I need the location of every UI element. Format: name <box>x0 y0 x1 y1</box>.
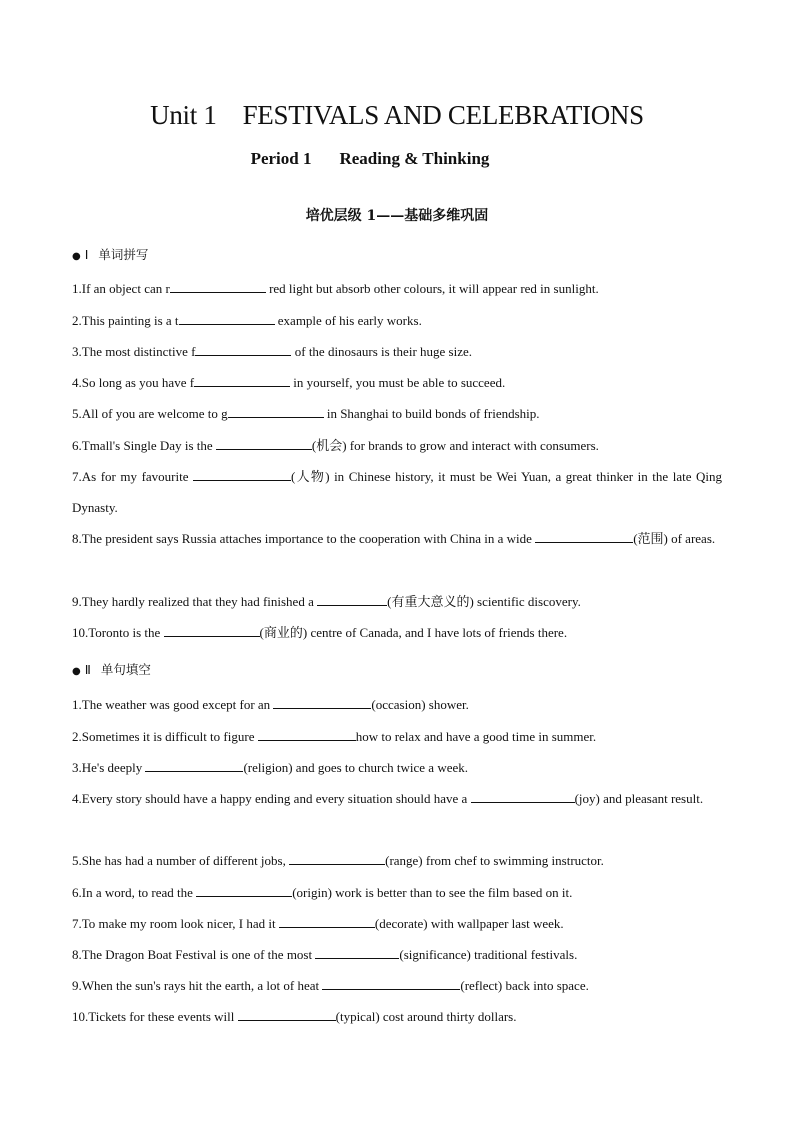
question-item: 9.When the sun's rays hit the earth, a lot of heat (reflect) back into space. <box>72 978 589 993</box>
answer-blank[interactable] <box>322 977 460 990</box>
answer-blank[interactable] <box>238 1008 336 1021</box>
answer-blank[interactable] <box>535 530 633 543</box>
answer-blank[interactable] <box>289 852 385 865</box>
answer-blank[interactable] <box>471 790 575 803</box>
question-item: 2.This painting is a t example of his early works. <box>72 313 422 328</box>
question-item: 2.Sometimes it is difficult to figure how to relax and have a good time in summer. <box>72 729 597 744</box>
question-item: 5.She has had a number of different jobs, (range) from chef to swimming instructor. <box>72 853 604 868</box>
section-2-heading <box>72 660 151 678</box>
level-heading: 培优层级 1——基础多维巩固 <box>305 208 489 224</box>
bullet-icon: ● <box>72 251 81 262</box>
question-item: 5.All of you are welcome to g in Shanghai to build bonds of friendship. <box>72 406 540 421</box>
question-item: 6.In a word, to read the (origin) work is better than to see the film based on it. <box>72 885 573 900</box>
answer-blank[interactable] <box>317 593 387 606</box>
answer-blank[interactable] <box>196 884 292 897</box>
bullet-icon: ● <box>72 666 81 677</box>
period-title <box>0 149 740 169</box>
question-item: 9.They hardly realized that they had finished a (有重大意义的) scientific discovery. <box>72 594 581 609</box>
question-item: 7.To make my room look nicer, I had it (decorate) with wallpaper last week. <box>72 916 564 931</box>
section-numeral: Ⅰ <box>84 247 89 262</box>
answer-blank[interactable] <box>279 915 375 928</box>
unit-name: FESTIVALS AND CELEBRATIONS <box>242 100 644 130</box>
section-numeral: Ⅱ <box>84 662 91 677</box>
answer-blank[interactable] <box>273 696 371 709</box>
section-title: 单词拼写 <box>98 247 149 262</box>
question-item: 8.The president says Russia attaches importance to the cooperation with China in a wide (范围) of areas. <box>72 531 716 546</box>
question-item: 1.The weather was good except for an (occasion) shower. <box>72 697 469 712</box>
question-item: 7.As for my favourite (人物) in Chinese history, it must be Wei Yuan, a great thinker in the late Qing Dynasty. <box>72 469 723 515</box>
period-label: Period 1 <box>250 149 312 168</box>
question-item: 4.Every story should have a happy ending and every situation should have a (joy) and pleasant result. <box>72 791 704 806</box>
answer-blank[interactable] <box>258 728 356 741</box>
question-item: 10.Toronto is the (商业的) centre of Canada, and I have lots of friends there. <box>72 625 568 640</box>
answer-blank[interactable] <box>216 437 312 450</box>
question-item: 10.Tickets for these events will (typical) cost around thirty dollars. <box>72 1009 517 1024</box>
answer-blank[interactable] <box>228 405 324 418</box>
answer-blank[interactable] <box>195 343 291 356</box>
question-item: 3.He's deeply (religion) and goes to church twice a week. <box>72 760 468 775</box>
question-item: 1.If an object can r red light but absorb other colours, it will appear red in sunlight. <box>72 281 599 296</box>
answer-blank[interactable] <box>194 374 290 387</box>
answer-blank[interactable] <box>193 468 291 481</box>
question-item: 8.The Dragon Boat Festival is one of the most (significance) traditional festivals. <box>72 947 578 962</box>
question-item: 4.So long as you have f in yourself, you must be able to succeed. <box>72 375 506 390</box>
question-item: 6.Tmall's Single Day is the (机会) for brands to grow and interact with consumers. <box>72 438 599 453</box>
answer-blank[interactable] <box>179 312 275 325</box>
unit-label: Unit 1 <box>150 100 217 130</box>
unit-title <box>0 100 794 131</box>
answer-blank[interactable] <box>145 759 243 772</box>
section-title: 单句填空 <box>100 662 151 677</box>
period-name: Reading & Thinking <box>339 149 490 168</box>
question-item: 3.The most distinctive f of the dinosaurs is their huge size. <box>72 344 472 359</box>
answer-blank[interactable] <box>170 280 266 293</box>
answer-blank[interactable] <box>315 946 399 959</box>
answer-blank[interactable] <box>164 624 260 637</box>
section-1-heading <box>72 245 148 263</box>
